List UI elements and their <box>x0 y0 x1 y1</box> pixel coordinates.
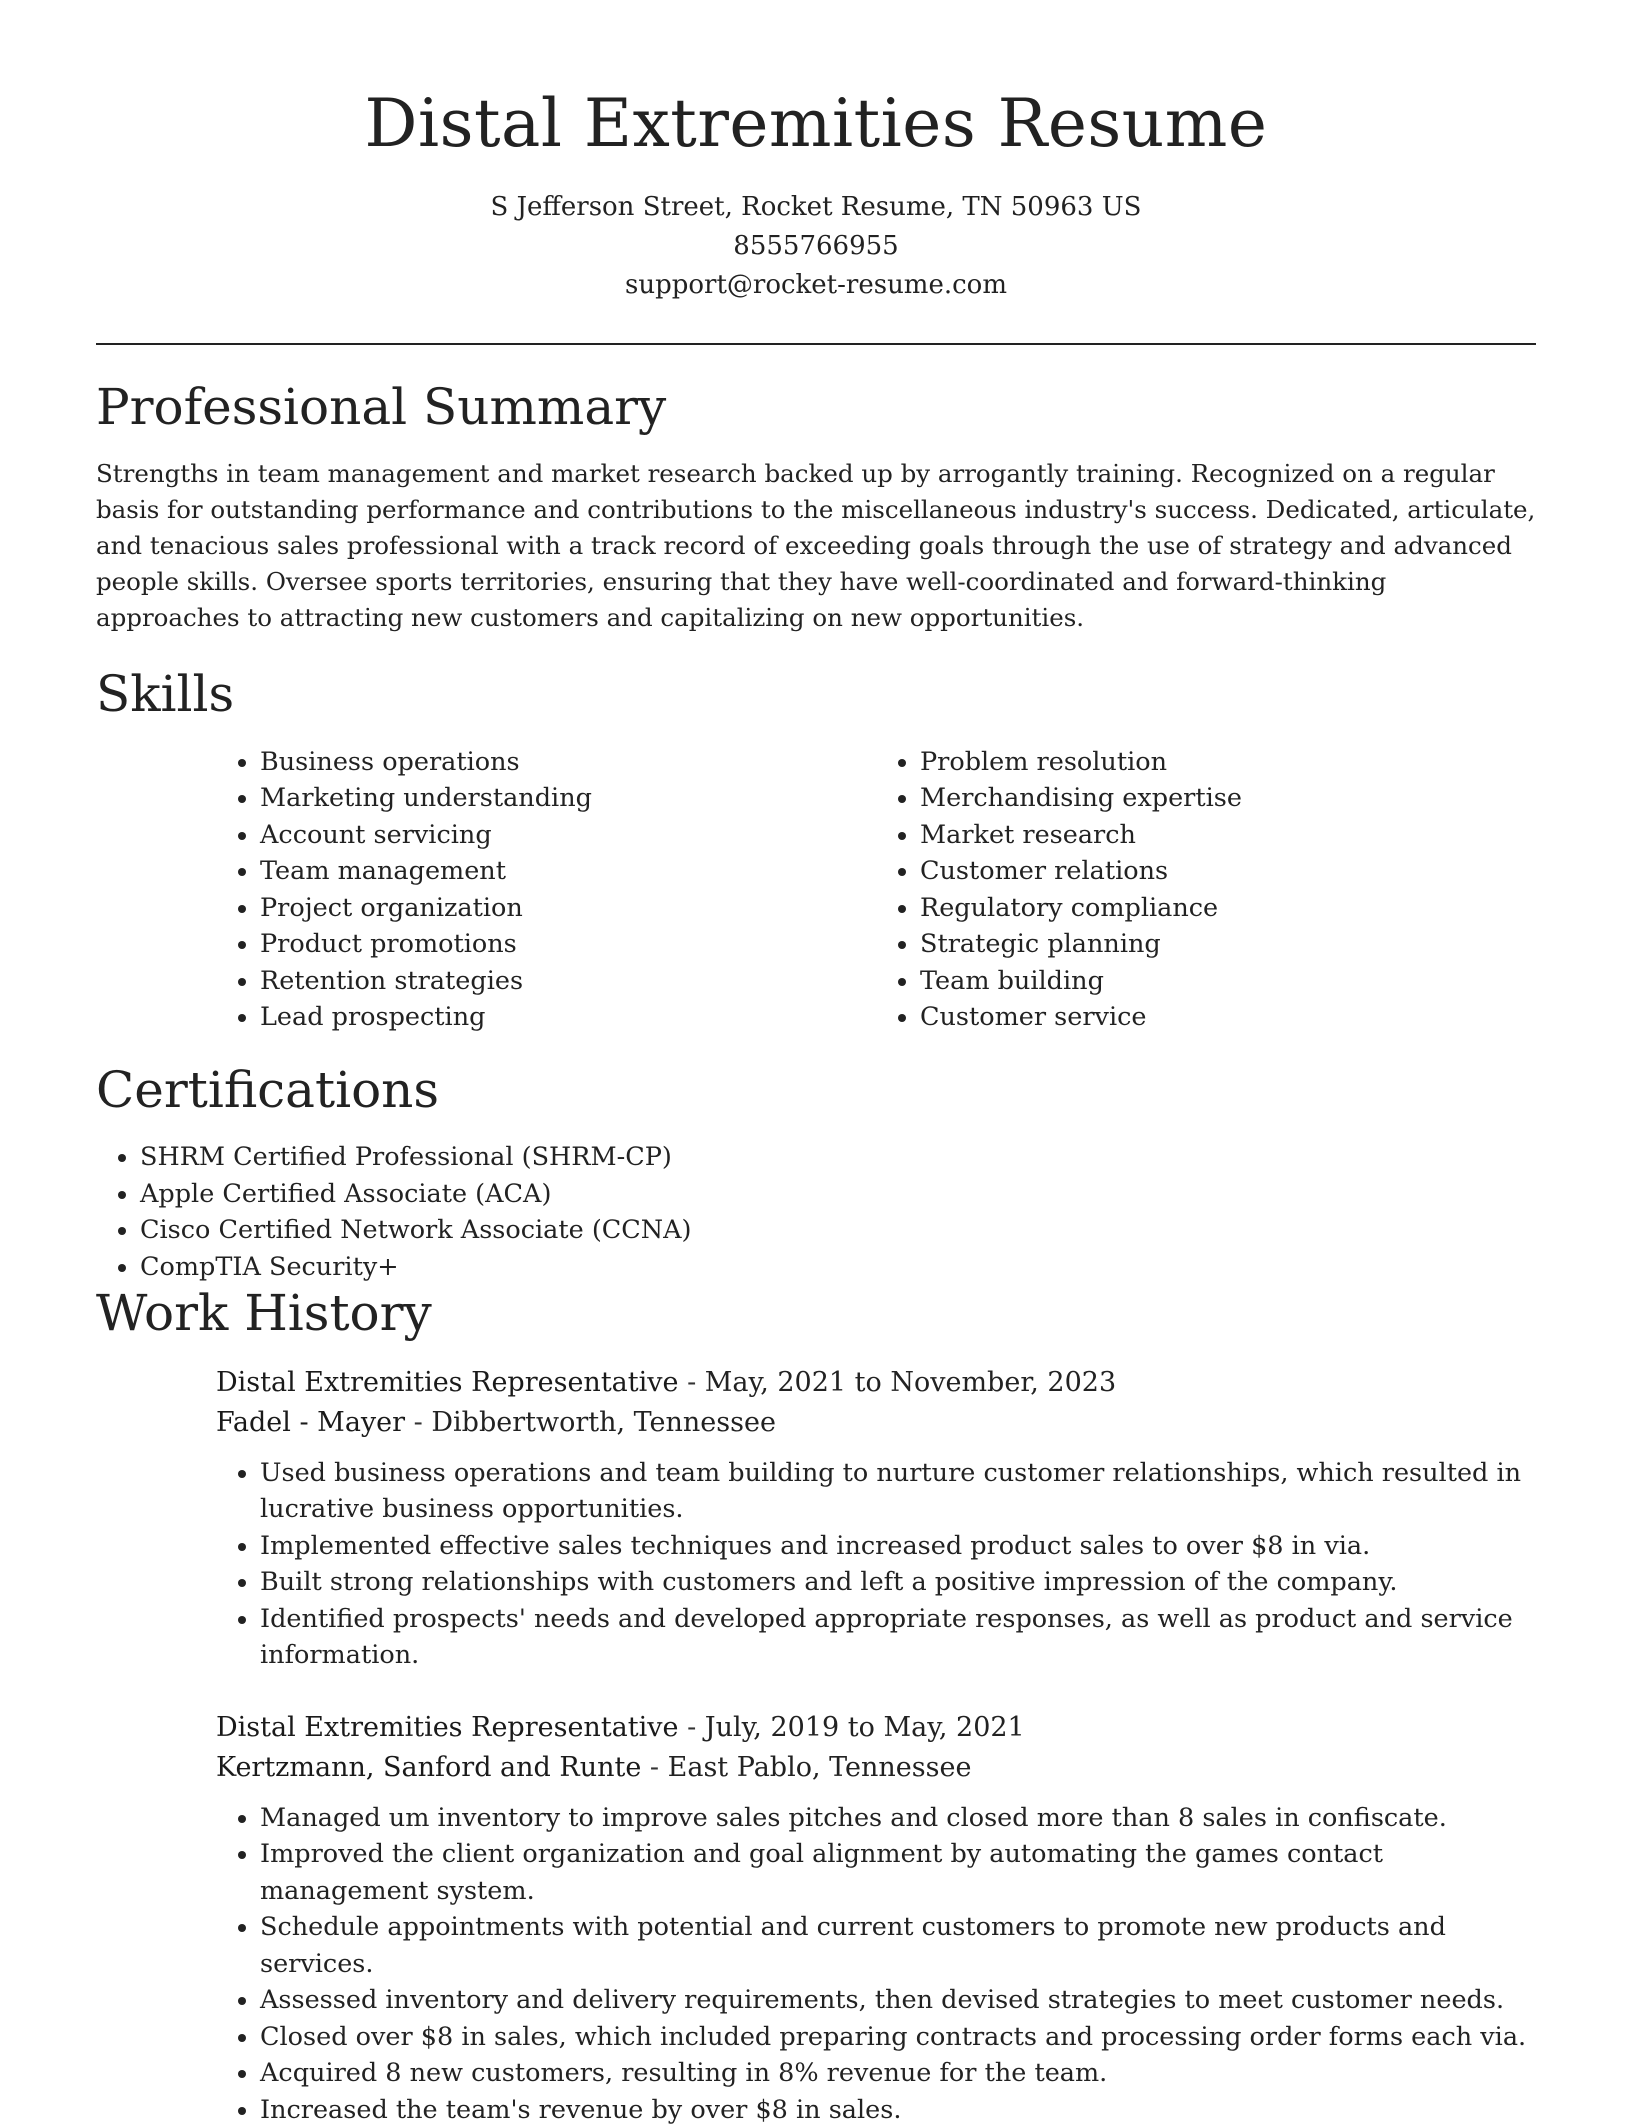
email: support@rocket-resume.com <box>624 269 1007 300</box>
header-divider <box>96 343 1536 345</box>
summary-section <box>96 379 1536 637</box>
skill-item: • Regulatory compliance <box>920 890 1536 927</box>
skill-item: • Strategic planning <box>920 926 1536 963</box>
certification-item: • Apple Certified Associate (ACA) <box>140 1176 1536 1213</box>
skill-item: • Market research <box>920 817 1536 854</box>
job-duty: • Improved the client organization and goal alignment by automating the games contact management system. <box>260 1836 1536 1909</box>
certifications-list <box>96 1139 1536 1285</box>
skills-heading: Skills <box>96 665 235 724</box>
job-duty: • Built strong relationships with customers and left a positive impression of the company. <box>260 1564 1536 1601</box>
job-location: East Pablo, Tennessee <box>667 1751 972 1783</box>
job-duty: • Closed over $8 in sales, which included preparing contracts and processing order forms each via. <box>260 2019 1536 2056</box>
skills-section <box>96 666 1536 1036</box>
job-company-line: Fadel - Mayer - Dibbertworth, Tennessee <box>216 1406 776 1438</box>
job-title: Distal Extremities Representative <box>216 1366 679 1398</box>
job-duty: • Schedule appointments with potential and current customers to promote new products and services. <box>260 1909 1536 1982</box>
job-title: Distal Extremities Representative <box>216 1711 679 1743</box>
job-duties-list <box>216 1800 1536 2128</box>
skills-list-left <box>216 744 876 1036</box>
skill-item: • Product promotions <box>260 926 876 963</box>
work-history-heading: Work History <box>96 1284 432 1343</box>
job-company: Fadel - Mayer <box>216 1406 406 1438</box>
phone: 8555766955 <box>733 230 899 261</box>
skills-list-right <box>876 744 1536 1036</box>
skill-item: • Lead prospecting <box>260 999 876 1036</box>
job-company: Kertzmann, Sanford and Runte <box>216 1751 642 1783</box>
certifications-section <box>96 1062 1536 1286</box>
job-duty: • Identified prospects' needs and developed appropriate responses, as well as product and service information. <box>260 1601 1536 1674</box>
summary-heading: Professional Summary <box>96 377 667 436</box>
job-duty: • Acquired 8 new customers, resulting in 8% revenue for the team. <box>260 2055 1536 2092</box>
skill-item: • Customer relations <box>920 853 1536 890</box>
certifications-heading: Certifications <box>96 1060 440 1119</box>
job-entry <box>216 1363 1536 1674</box>
skill-item: • Merchandising expertise <box>920 780 1536 817</box>
job-title-line: Distal Extremities Representative - May, 2021 to November, 2023 <box>216 1366 1117 1398</box>
skills-columns <box>216 744 1536 1036</box>
skill-item: • Retention strategies <box>260 963 876 1000</box>
job-duty: • Implemented effective sales techniques and increased product sales to over $8 in via. <box>260 1528 1536 1565</box>
skill-item: • Problem resolution <box>920 744 1536 781</box>
skill-item: • Business operations <box>260 744 876 781</box>
job-title-line: Distal Extremities Representative - July, 2019 to May, 2021 <box>216 1711 1025 1743</box>
job-dates: July, 2019 to May, 2021 <box>704 1711 1025 1743</box>
job-duty: • Managed um inventory to improve sales pitches and closed more than 8 sales in confiscate. <box>260 1800 1536 1837</box>
skill-item: • Account servicing <box>260 817 876 854</box>
job-duty: • Used business operations and team building to nurture customer relationships, which resulted in lucrative business opportunities. <box>260 1455 1536 1528</box>
skill-item: • Team management <box>260 853 876 890</box>
certification-item: • SHRM Certified Professional (SHRM-CP) <box>140 1139 1536 1176</box>
skill-item: • Customer service <box>920 999 1536 1036</box>
certification-item: • Cisco Certified Network Associate (CCNA) <box>140 1212 1536 1249</box>
job-duties-list <box>216 1455 1536 1674</box>
resume-title: Distal Extremities Resume <box>364 85 1268 162</box>
job-duty: • Increased the team's revenue by over $8 in sales. <box>260 2092 1536 2128</box>
job-location: Dibbertworth, Tennessee <box>431 1406 776 1438</box>
summary-text: Strengths in team management and market research backed up by arrogantly training. Recognized on a regular basis for outstanding performance and contributions to the miscellaneous industry's success. Dedicated, articulate, and tenacious sales professional with a track record of exceeding goals through the use of strategy and advanced people skills. Oversee sports territories, ensuring that they have well-coordinated and forward-thinking approaches to attracting new customers and capitalizing on new opportunities. <box>96 459 1536 633</box>
skill-item: • Team building <box>920 963 1536 1000</box>
skill-item: • Marketing understanding <box>260 780 876 817</box>
certification-item: • CompTIA Security+ <box>140 1249 1536 1286</box>
job-dates: May, 2021 to November, 2023 <box>704 1366 1117 1398</box>
job-company-line: Kertzmann, Sanford and Runte - East Pablo, Tennessee <box>216 1751 972 1783</box>
work-history-section <box>96 1285 1536 2128</box>
skill-item: • Project organization <box>260 890 876 927</box>
address: S Jefferson Street, Rocket Resume, TN 50963 US <box>490 191 1142 222</box>
job-entry <box>216 1708 1536 2128</box>
resume-header <box>96 0 1536 305</box>
job-duty: • Assessed inventory and delivery requirements, then devised strategies to meet customer needs. <box>260 1982 1536 2019</box>
